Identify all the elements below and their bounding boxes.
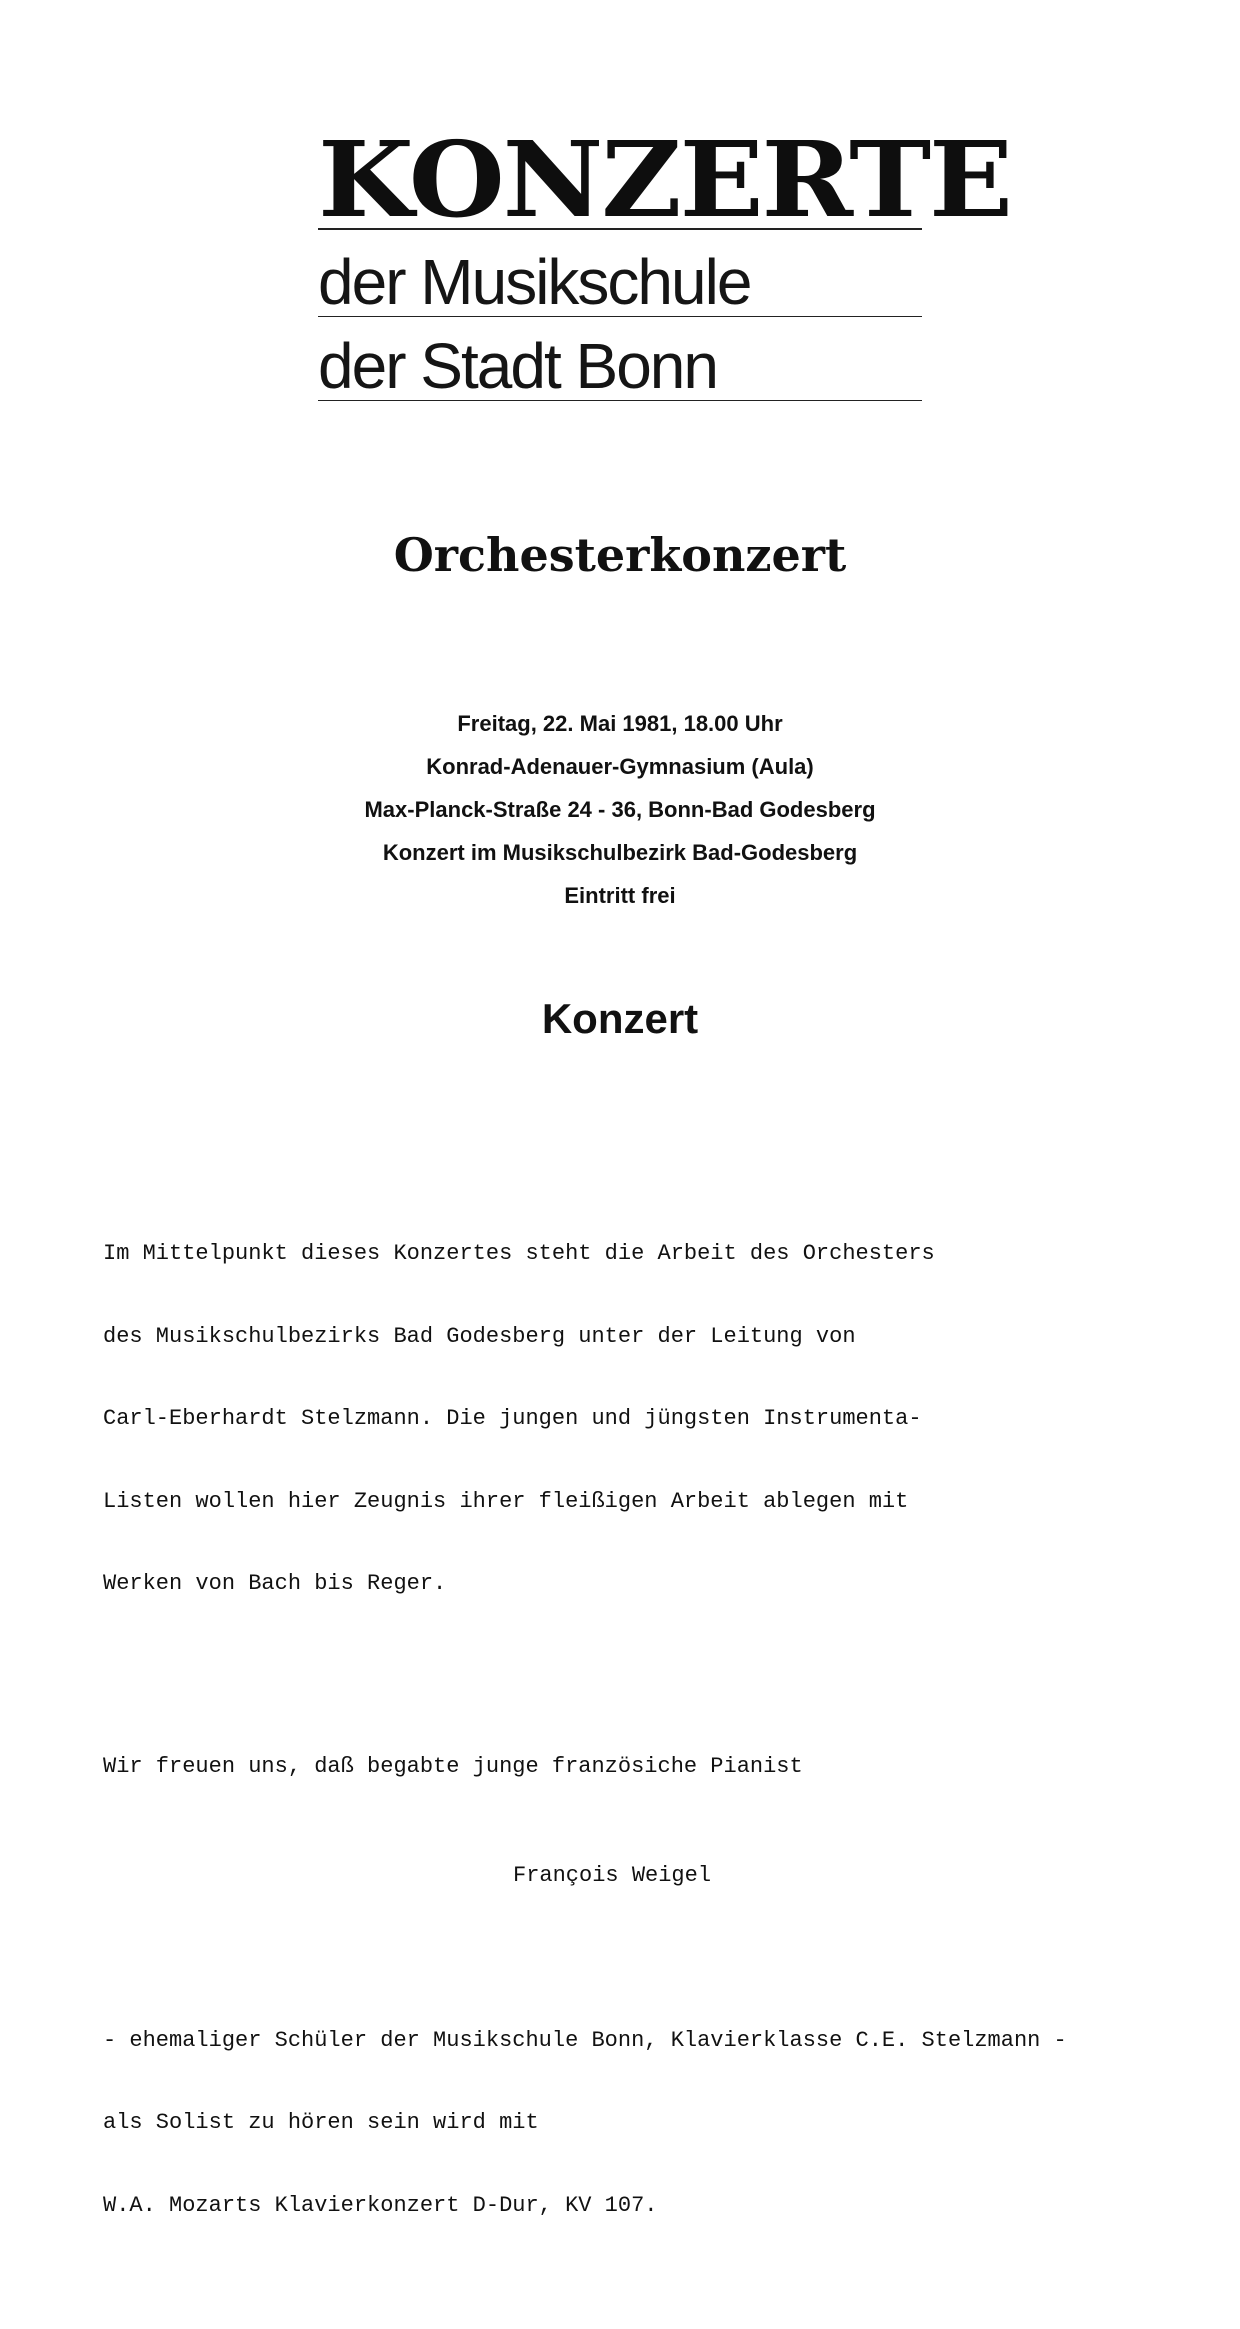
masthead-subtitle-1: der Musikschule	[318, 246, 751, 318]
text-line: Carl-Eberhardt Stelzmann. Die jungen und jüngsten Instrumenta-	[103, 1406, 922, 1431]
text-line: als Solist zu hören sein wird mit	[103, 2110, 539, 2135]
concert-title: Orchesterkonzert	[393, 528, 847, 582]
text-line: Listen wollen hier Zeugnis ihrer fleißigen Arbeit ablegen mit	[103, 1488, 909, 1514]
masthead-rule	[318, 400, 922, 401]
text-line: Im Mittelpunkt dieses Konzertes steht die Arbeit des Orchesters	[103, 1241, 935, 1266]
event-details	[0, 702, 1240, 917]
masthead-subtitle-2: der Stadt Bonn	[318, 330, 717, 402]
text-line: W.A. Mozarts Klavierkonzert D-Dur, KV 107.	[103, 2192, 658, 2218]
paragraph-soloist-details	[103, 1972, 1223, 2275]
event-address: Max-Planck-Straße 24 - 36, Bonn-Bad Godesberg	[364, 797, 876, 822]
text-line: - ehemaliger Schüler der Musikschule Bonn, Klavierklasse C.E. Stelzmann -	[103, 2027, 1067, 2053]
paragraph-intro	[103, 1185, 1223, 1653]
body-text	[103, 1130, 1223, 2329]
masthead-rule	[318, 316, 922, 317]
soloist-name: François Weigel	[513, 1863, 712, 1888]
event-venue: Konrad-Adenauer-Gymnasium (Aula)	[426, 754, 814, 779]
text-line: Werken von Bach bis Reger.	[103, 1571, 447, 1596]
paragraph-announcement: Wir freuen uns, daß begabte junge französiche Pianist	[103, 1753, 803, 1779]
masthead-title: KONZERTE	[318, 118, 1011, 241]
masthead-rule	[318, 228, 922, 230]
section-heading: Konzert	[541, 995, 699, 1042]
event-date: Freitag, 22. Mai 1981, 18.00 Uhr	[457, 711, 783, 736]
text-line: des Musikschulbezirks Bad Godesberg unter der Leitung von	[103, 1323, 856, 1349]
event-admission: Eintritt frei	[564, 883, 676, 908]
event-district: Konzert im Musikschulbezirk Bad-Godesberg	[382, 840, 858, 865]
masthead	[318, 118, 1011, 402]
